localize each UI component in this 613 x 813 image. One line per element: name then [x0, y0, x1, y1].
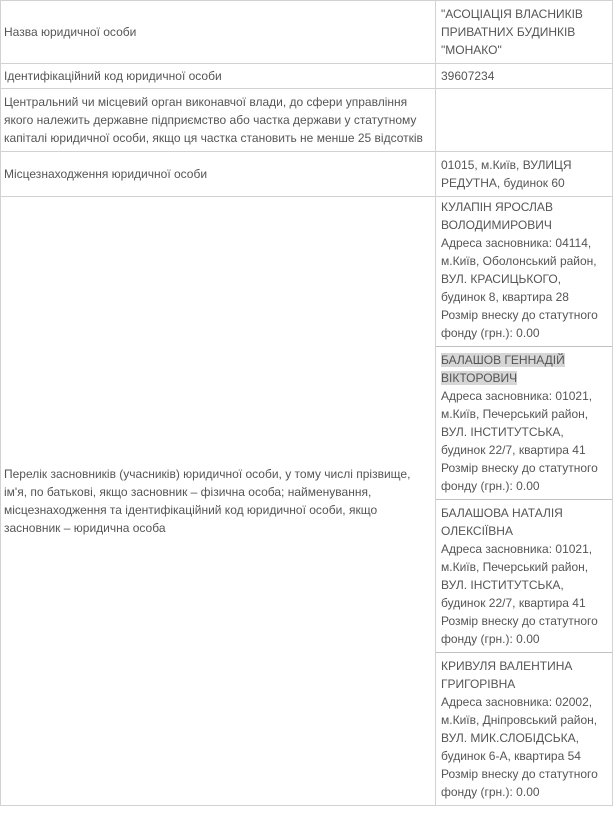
founder-address: Адреса засновника: 02002, м.Київ, Дніпровський район, ВУЛ. МИК.СЛОБІДСЬКА, будинок 6-А, квартира 54 [441, 695, 598, 763]
founder-contribution: Розмір внеску до статутного фонду (грн.): 0.00 [441, 461, 598, 493]
founder-name-highlighted [441, 351, 608, 387]
entity-name-label: Назва юридичної особи [1, 1, 436, 64]
founder-contribution: Розмір внеску до статутного фонду (грн.): 0.00 [441, 308, 598, 340]
founders-label: Перелік засновників (учасників) юридичної особи, у тому числі прізвище, ім'я, по батькові, якщо засновник – фізична особа; найменування, місцезнаходження та ідентифікаційний код юридичної особи, якщо засновник – юридична особа [1, 197, 436, 806]
table-row-code [1, 64, 613, 89]
entity-name-value: "АСОЦІАЦІЯ ВЛАСНИКІВ ПРИВАТНИХ БУДИНКІВ "МОНАКО" [436, 1, 613, 64]
founder-name: КРИВУЛЯ ВАЛЕНТИНА ГРИГОРІВНА [441, 659, 573, 691]
table-row-location [1, 152, 613, 197]
location-label: Місцезнаходження юридичної особи [1, 152, 436, 197]
founder-address: Адреса засновника: 01021, м.Київ, Печерський район, ВУЛ. ІНСТИТУТСЬКА, будинок 22/7, квартира 41 [441, 542, 593, 610]
founder-contribution: Розмір внеску до статутного фонду (грн.): 0.00 [441, 767, 598, 799]
founder-address: Адреса засновника: 01021, м.Київ, Печерський район, ВУЛ. ІНСТИТУТСЬКА, будинок 22/7, квартира 41 [441, 389, 593, 457]
founder-item [436, 198, 612, 347]
founder-name: КУЛАПІН ЯРОСЛАВ ВОЛОДИМИРОВИЧ [441, 200, 553, 232]
entity-code-label: Ідентифікаційний код юридичної особи [1, 64, 436, 89]
founder-contribution: Розмір внеску до статутного фонду (грн.): 0.00 [441, 614, 598, 646]
authority-label: Центральний чи місцевий орган виконавчої влади, до сфери управління якого належить державне підприємство або частка держави у статутному капіталі юридичної особи, якщо ця частка становить не менше 25 відсотків [1, 89, 436, 152]
founder-item [436, 657, 612, 805]
table-row-founders [1, 197, 613, 806]
entity-code-value: 39607234 [436, 64, 613, 89]
founder-name: БАЛАШОВА НАТАЛІЯ ОЛЕКСІЇВНА [441, 506, 563, 538]
founder-item [436, 504, 612, 653]
location-value: 01015, м.Київ, ВУЛИЦЯ РЕДУТНА, будинок 60 [436, 152, 613, 197]
table-row-authority [1, 89, 613, 152]
authority-value [436, 89, 613, 152]
founder-address: Адреса засновника: 04114, м.Київ, Оболонський район, ВУЛ. КРАСИЦЬКОГО, будинок 8, квартира 28 [441, 236, 597, 304]
founder-name: БАЛАШОВ ГЕННАДІЙ ВІКТОРОВИЧ [441, 353, 565, 385]
founders-list [436, 197, 613, 806]
founder-item [436, 351, 612, 500]
table-row-name [1, 1, 613, 64]
